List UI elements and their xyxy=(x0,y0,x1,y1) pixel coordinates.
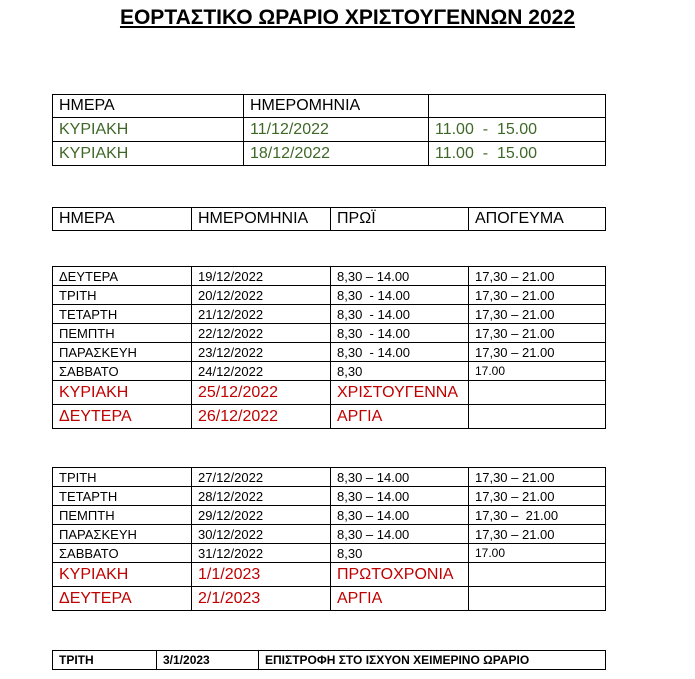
cell-day: ΔΕΥΤΕΡΑ xyxy=(53,267,192,286)
cell-day: ΚΥΡΙΑΚΗ xyxy=(53,142,244,166)
cell-day: ΤΡΙΤΗ xyxy=(53,286,192,305)
week1-table xyxy=(52,266,606,429)
table-row-holiday xyxy=(53,381,606,405)
return-schedule-table xyxy=(52,650,606,670)
cell-date: 26/12/2022 xyxy=(192,405,331,429)
table-row xyxy=(53,267,606,286)
cell-morning: ΑΡΓΙΑ xyxy=(331,587,469,611)
cell-afternoon xyxy=(469,587,606,611)
cell-date: 25/12/2022 xyxy=(192,381,331,405)
table-row xyxy=(53,286,606,305)
cell-date: 1/1/2023 xyxy=(192,563,331,587)
table-header-row xyxy=(53,95,606,118)
table-row xyxy=(53,544,606,563)
cell-afternoon: 17.00 xyxy=(469,544,606,563)
cell-day: ΚΥΡΙΑΚΗ xyxy=(53,118,244,142)
title-text: ΕΟΡΤΑΣΤΙΚΟ ΩΡΑΡΙΟ ΧΡΙΣΤΟΥΓΕΝΝΩΝ 2022 xyxy=(119,6,576,29)
cell-date: 24/12/2022 xyxy=(192,362,331,381)
header-day: ΗΜΕΡΑ xyxy=(53,95,244,118)
cell-date: 21/12/2022 xyxy=(192,305,331,324)
cell-morning: 8,30 - 14.00 xyxy=(331,324,469,343)
cell-afternoon: 17,30 – 21.00 xyxy=(469,468,606,487)
cell-date: 23/12/2022 xyxy=(192,343,331,362)
cell-date: 31/12/2022 xyxy=(192,544,331,563)
table-row xyxy=(53,343,606,362)
cell-afternoon: 17,30 – 21.00 xyxy=(469,343,606,362)
header-morning: ΠΡΩΪ xyxy=(331,208,469,231)
cell-date: 19/12/2022 xyxy=(192,267,331,286)
cell-afternoon xyxy=(469,405,606,429)
cell-day: ΠΑΡΑΣΚΕΥΗ xyxy=(53,525,192,544)
cell-day: ΣΑΒΒΑΤΟ xyxy=(53,544,192,563)
cell-day: ΔΕΥΤΕΡΑ xyxy=(53,587,192,611)
cell-afternoon: 17,30 – 21.00 xyxy=(469,267,606,286)
cell-date: 20/12/2022 xyxy=(192,286,331,305)
cell-morning: 8,30 – 14.00 xyxy=(331,487,469,506)
sunday-hours-table xyxy=(52,94,606,166)
cell-note: ΕΠΙΣΤΡΟΦΗ ΣΤΟ ΙΣΧΥΟΝ ΧΕΙΜΕΡΙΝΟ ΩΡΑΡΙΟ xyxy=(259,651,606,670)
cell-day: ΔΕΥΤΕΡΑ xyxy=(53,405,192,429)
table-row xyxy=(53,118,606,142)
table-row xyxy=(53,468,606,487)
table-row-holiday xyxy=(53,405,606,429)
cell-morning: ΠΡΩΤΟΧΡΟΝΙΑ xyxy=(331,563,469,587)
cell-day: ΤΡΙΤΗ xyxy=(53,651,157,670)
cell-afternoon: 17,30 – 21.00 xyxy=(469,525,606,544)
schedule-header-table xyxy=(52,207,606,231)
cell-afternoon: 17,30 – 21.00 xyxy=(469,506,606,525)
table-row xyxy=(53,525,606,544)
cell-morning: 8,30 xyxy=(331,544,469,563)
cell-day: ΠΑΡΑΣΚΕΥΗ xyxy=(53,343,192,362)
cell-day: ΠΕΜΠΤΗ xyxy=(53,506,192,525)
cell-afternoon: 17,30 – 21.00 xyxy=(469,324,606,343)
cell-day: ΤΕΤΑΡΤΗ xyxy=(53,487,192,506)
cell-morning: 8,30 – 14.00 xyxy=(331,468,469,487)
cell-day: ΤΕΤΑΡΤΗ xyxy=(53,305,192,324)
cell-morning: 8,30 - 14.00 xyxy=(331,343,469,362)
table-row xyxy=(53,324,606,343)
header-empty xyxy=(429,95,606,118)
table-row xyxy=(53,142,606,166)
cell-morning: 8,30 - 14.00 xyxy=(331,286,469,305)
cell-afternoon xyxy=(469,381,606,405)
cell-day: ΣΑΒΒΑΤΟ xyxy=(53,362,192,381)
cell-afternoon: 17,30 – 21.00 xyxy=(469,305,606,324)
table-row-holiday xyxy=(53,563,606,587)
cell-afternoon xyxy=(469,563,606,587)
table-row xyxy=(53,362,606,381)
cell-date: 11/12/2022 xyxy=(244,118,429,142)
cell-afternoon: 17,30 – 21.00 xyxy=(469,286,606,305)
cell-hours: 11.00 - 15.00 xyxy=(429,118,606,142)
header-date: ΗΜΕΡΟΜΗΝΙΑ xyxy=(192,208,331,231)
cell-afternoon: 17.00 xyxy=(469,362,606,381)
cell-day: ΚΥΡΙΑΚΗ xyxy=(53,381,192,405)
cell-date: 18/12/2022 xyxy=(244,142,429,166)
cell-day: ΠΕΜΠΤΗ xyxy=(53,324,192,343)
cell-date: 28/12/2022 xyxy=(192,487,331,506)
cell-date: 3/1/2023 xyxy=(157,651,259,670)
table-row xyxy=(53,487,606,506)
table-row xyxy=(53,506,606,525)
table-row xyxy=(53,651,606,670)
week2-table xyxy=(52,467,606,611)
cell-day: ΚΥΡΙΑΚΗ xyxy=(53,563,192,587)
header-date: ΗΜΕΡΟΜΗΝΙΑ xyxy=(244,95,429,118)
cell-date: 22/12/2022 xyxy=(192,324,331,343)
header-day: ΗΜΕΡΑ xyxy=(53,208,192,231)
cell-day: ΤΡΙΤΗ xyxy=(53,468,192,487)
cell-date: 27/12/2022 xyxy=(192,468,331,487)
cell-hours: 11.00 - 15.00 xyxy=(429,142,606,166)
cell-date: 29/12/2022 xyxy=(192,506,331,525)
cell-date: 2/1/2023 xyxy=(192,587,331,611)
cell-morning: 8,30 – 14.00 xyxy=(331,267,469,286)
cell-date: 30/12/2022 xyxy=(192,525,331,544)
cell-morning: 8,30 - 14.00 xyxy=(331,305,469,324)
cell-morning: ΧΡΙΣΤΟΥΓΕΝΝΑ xyxy=(331,381,469,405)
table-row-holiday xyxy=(53,587,606,611)
cell-morning: 8,30 – 14.00 xyxy=(331,525,469,544)
cell-morning: 8,30 – 14.00 xyxy=(331,506,469,525)
cell-morning: ΑΡΓΙΑ xyxy=(331,405,469,429)
page-title xyxy=(0,6,695,30)
table-row xyxy=(53,305,606,324)
header-afternoon: ΑΠΟΓΕΥΜΑ xyxy=(469,208,606,231)
cell-morning: 8,30 xyxy=(331,362,469,381)
cell-afternoon: 17,30 – 21.00 xyxy=(469,487,606,506)
table-header-row xyxy=(53,208,606,231)
